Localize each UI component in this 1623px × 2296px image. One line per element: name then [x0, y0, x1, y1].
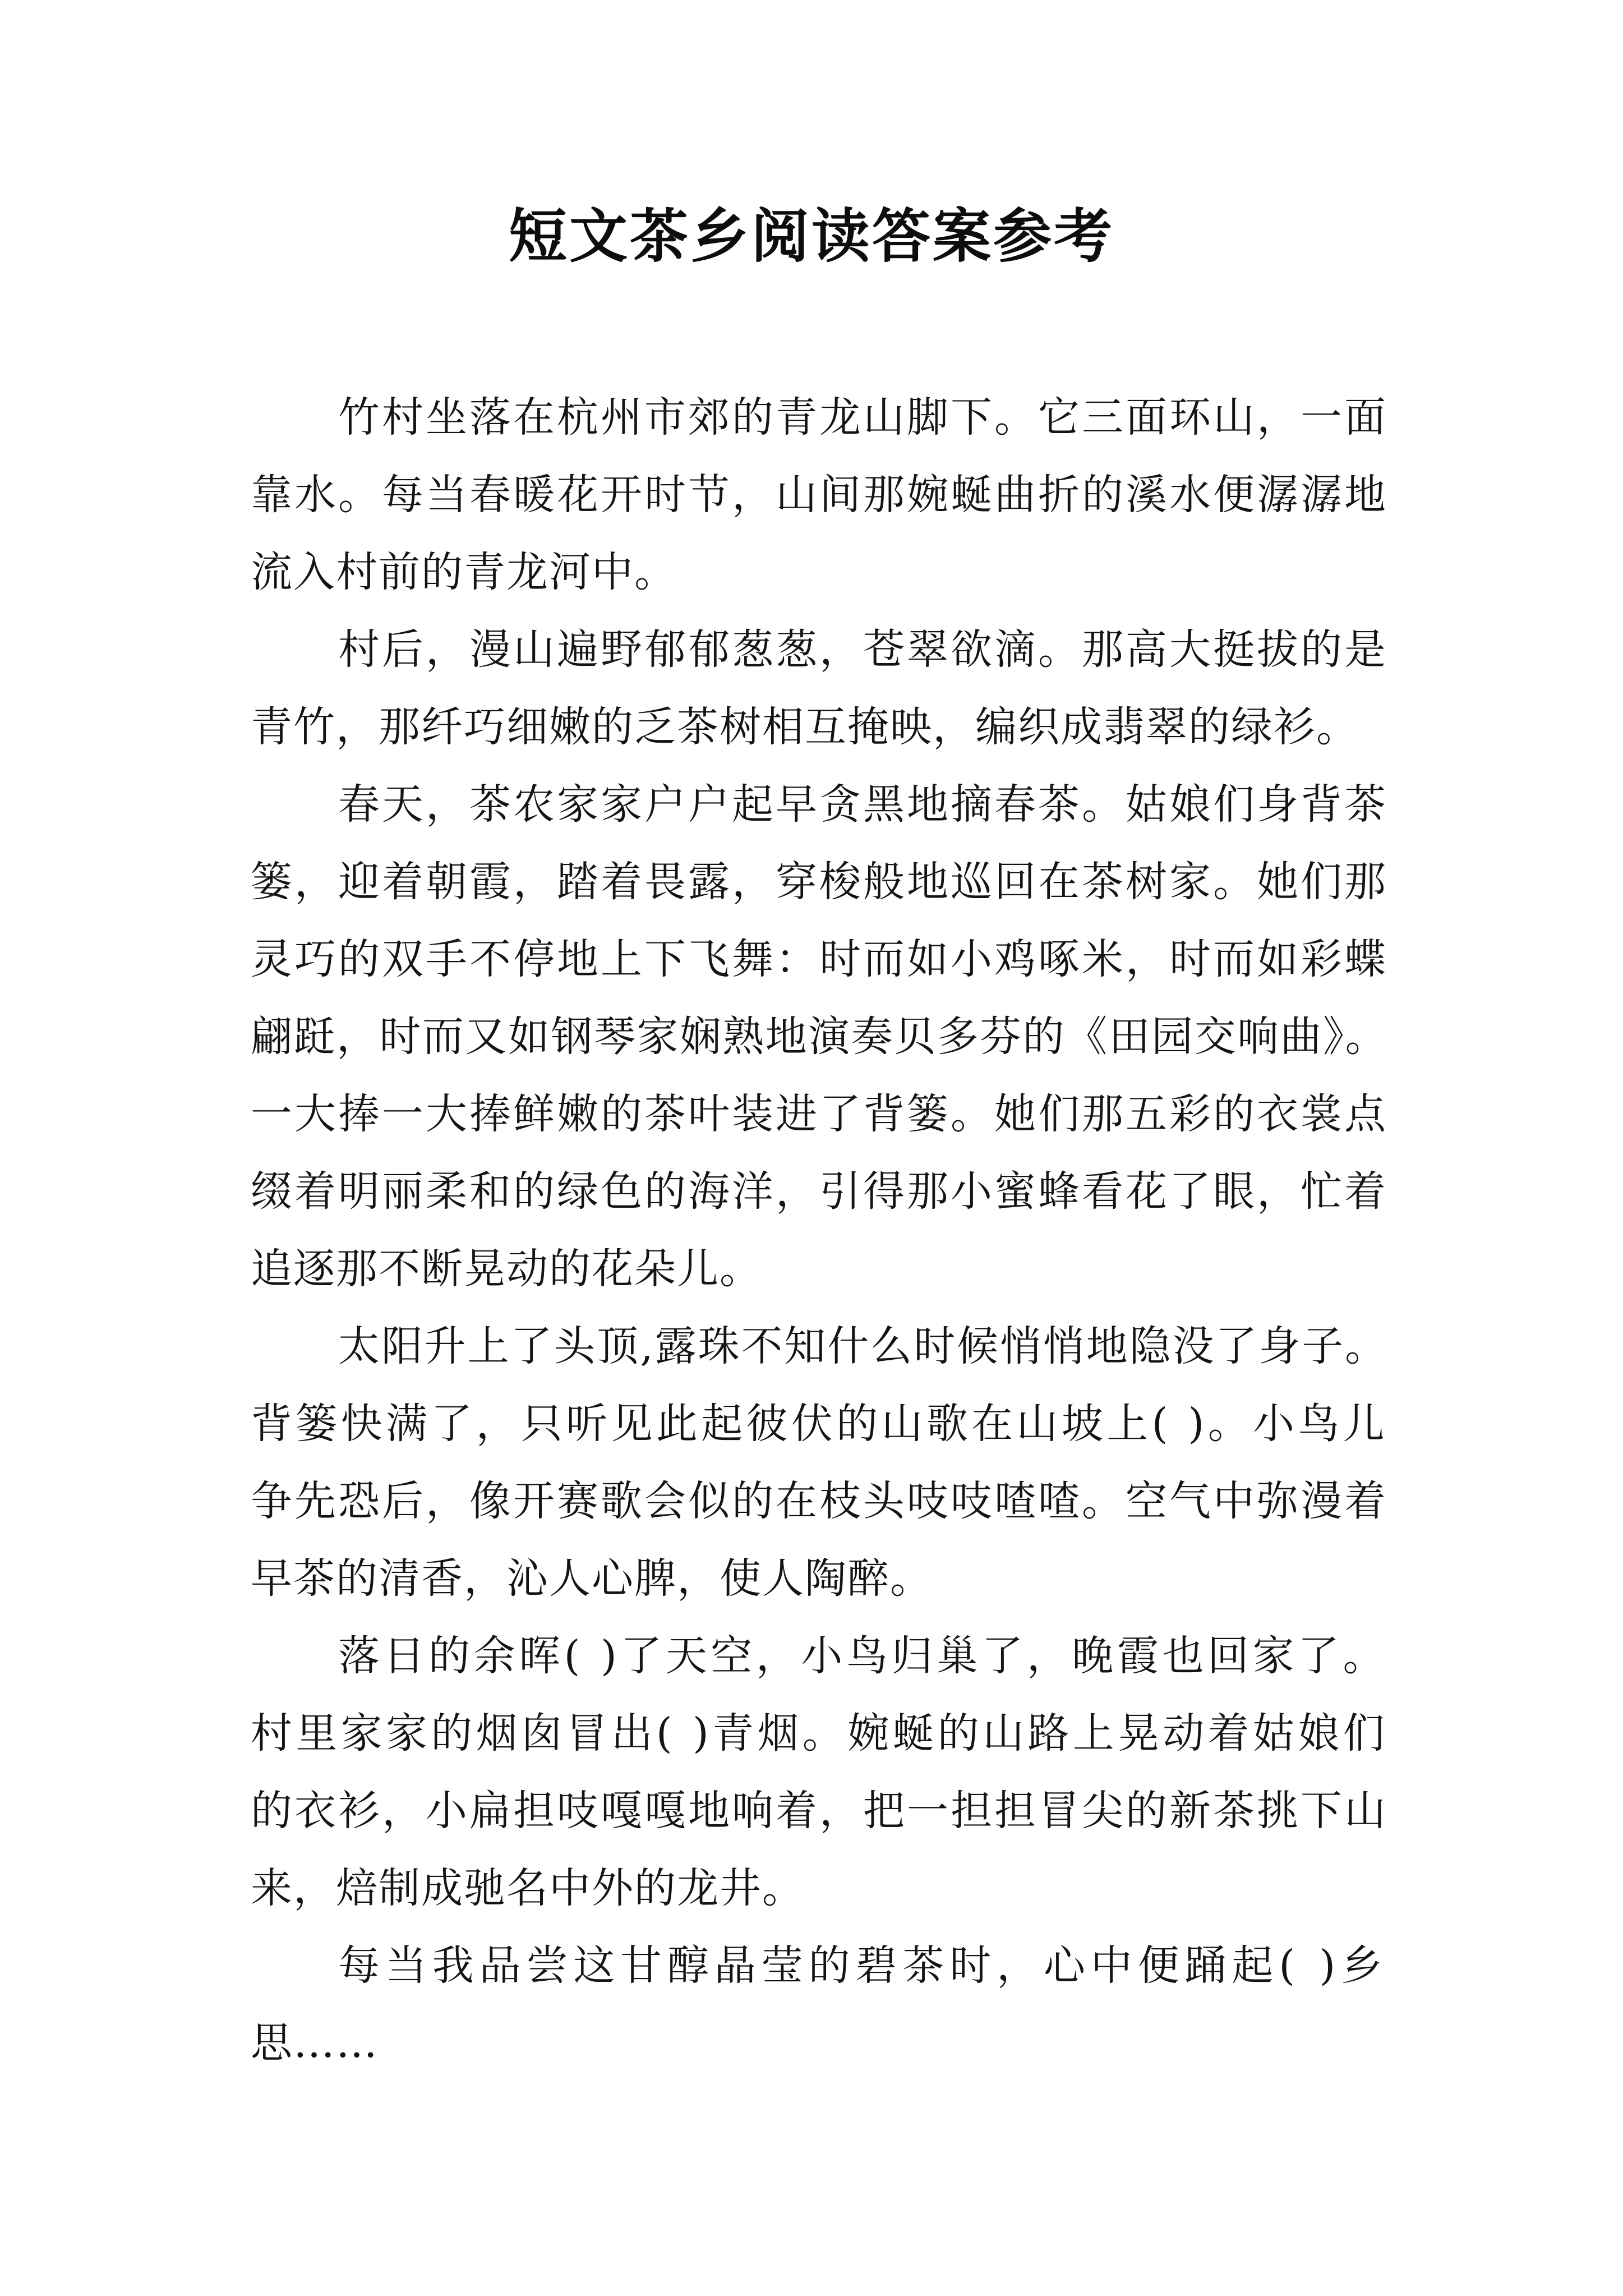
text-line — [251, 921, 1388, 998]
text-line — [251, 766, 1388, 843]
line-text: 灵巧的双手不停地上下飞舞：时而如小鸡啄米，时而如彩蝶 — [251, 935, 1388, 983]
text-line — [251, 1849, 1388, 1927]
text-line — [251, 1308, 1388, 1385]
line-text: 的衣衫，小扁担吱嘎嘎地响着，把一担担冒尖的新茶挑下山 — [251, 1787, 1388, 1835]
line-text: 早茶的清香，沁人心脾，使人陶醉。 — [251, 1554, 933, 1603]
line-text: 落日的余晖( )了天空，小鸟归巢了，晚霞也回家了。 — [338, 1632, 1388, 1680]
text-line — [251, 1153, 1388, 1230]
text-line — [251, 1462, 1388, 1540]
text-line — [251, 843, 1388, 921]
text-line — [251, 2004, 1388, 2082]
line-text: 每当我品尝这甘醇晶莹的碧茶时，心中便踊起( )乡 — [338, 1941, 1388, 1990]
line-text: 村后，漫山遍野郁郁葱葱，苍翠欲滴。那高大挺拔的是 — [338, 625, 1388, 674]
line-text: 追逐那不断晃动的花朵儿。 — [251, 1245, 762, 1293]
text-line — [251, 611, 1388, 688]
text-line — [251, 1540, 1388, 1617]
paragraph — [251, 379, 1388, 611]
text-line — [251, 1385, 1388, 1462]
line-text: 流入村前的青龙河中。 — [251, 548, 677, 596]
line-text: 篓，迎着朝霞，踏着畏露，穿梭般地巡回在茶树家。她们那 — [251, 858, 1388, 906]
paragraph — [251, 1308, 1388, 1617]
text-line — [251, 379, 1388, 456]
line-text: 一大捧一大捧鲜嫩的茶叶装进了背篓。她们那五彩的衣裳点 — [251, 1090, 1388, 1138]
line-text: 争先恐后，像开赛歌会似的在枝头吱吱喳喳。空气中弥漫着 — [251, 1477, 1388, 1525]
text-line — [251, 1230, 1388, 1308]
line-text: 缀着明丽柔和的绿色的海洋，引得那小蜜蜂看花了眼，忙着 — [251, 1167, 1388, 1216]
text-line — [251, 533, 1388, 611]
text-line — [251, 1075, 1388, 1153]
text-line — [251, 1695, 1388, 1772]
page-title: 短文茶乡阅读答案参考 — [508, 201, 1114, 270]
text-line — [251, 456, 1388, 533]
line-text: 春天，茶农家家户户起早贪黑地摘春茶。姑娘们身背茶 — [338, 780, 1388, 829]
line-text: 青竹，那纤巧细嫩的乏茶树相互掩映，编织成翡翠的绿衫。 — [251, 703, 1359, 751]
paragraph — [251, 1617, 1388, 1927]
line-text: 靠水。每当春暖花开时节，山间那婉蜒曲折的溪水便潺潺地 — [251, 471, 1388, 519]
text-line — [251, 1927, 1388, 2004]
text-line — [251, 998, 1388, 1075]
document-body — [251, 379, 1388, 2082]
paragraph — [251, 766, 1388, 1308]
line-text: 思…… — [251, 2019, 379, 2067]
paragraph — [251, 611, 1388, 766]
line-text: 来，焙制成驰名中外的龙井。 — [251, 1864, 805, 1912]
line-text: 翩跹，时而又如钢琴家娴熟地演奏贝多芬的《田园交响曲》。 — [251, 1013, 1388, 1061]
text-line — [251, 1772, 1388, 1849]
text-line — [251, 688, 1388, 766]
line-text: 竹村坐落在杭州市郊的青龙山脚下。它三面环山，一面 — [338, 393, 1388, 441]
text-line — [251, 1617, 1388, 1695]
paragraph — [251, 1927, 1388, 2082]
line-text: 太阳升上了头顶,露珠不知什么时候悄悄地隐没了身子。 — [338, 1322, 1388, 1370]
line-text: 村里家家的烟囱冒出( )青烟。婉蜒的山路上晃动着姑娘们 — [251, 1709, 1388, 1757]
line-text: 背篓快满了，只听见此起彼伏的山歌在山坡上( )。小鸟儿 — [251, 1400, 1388, 1448]
